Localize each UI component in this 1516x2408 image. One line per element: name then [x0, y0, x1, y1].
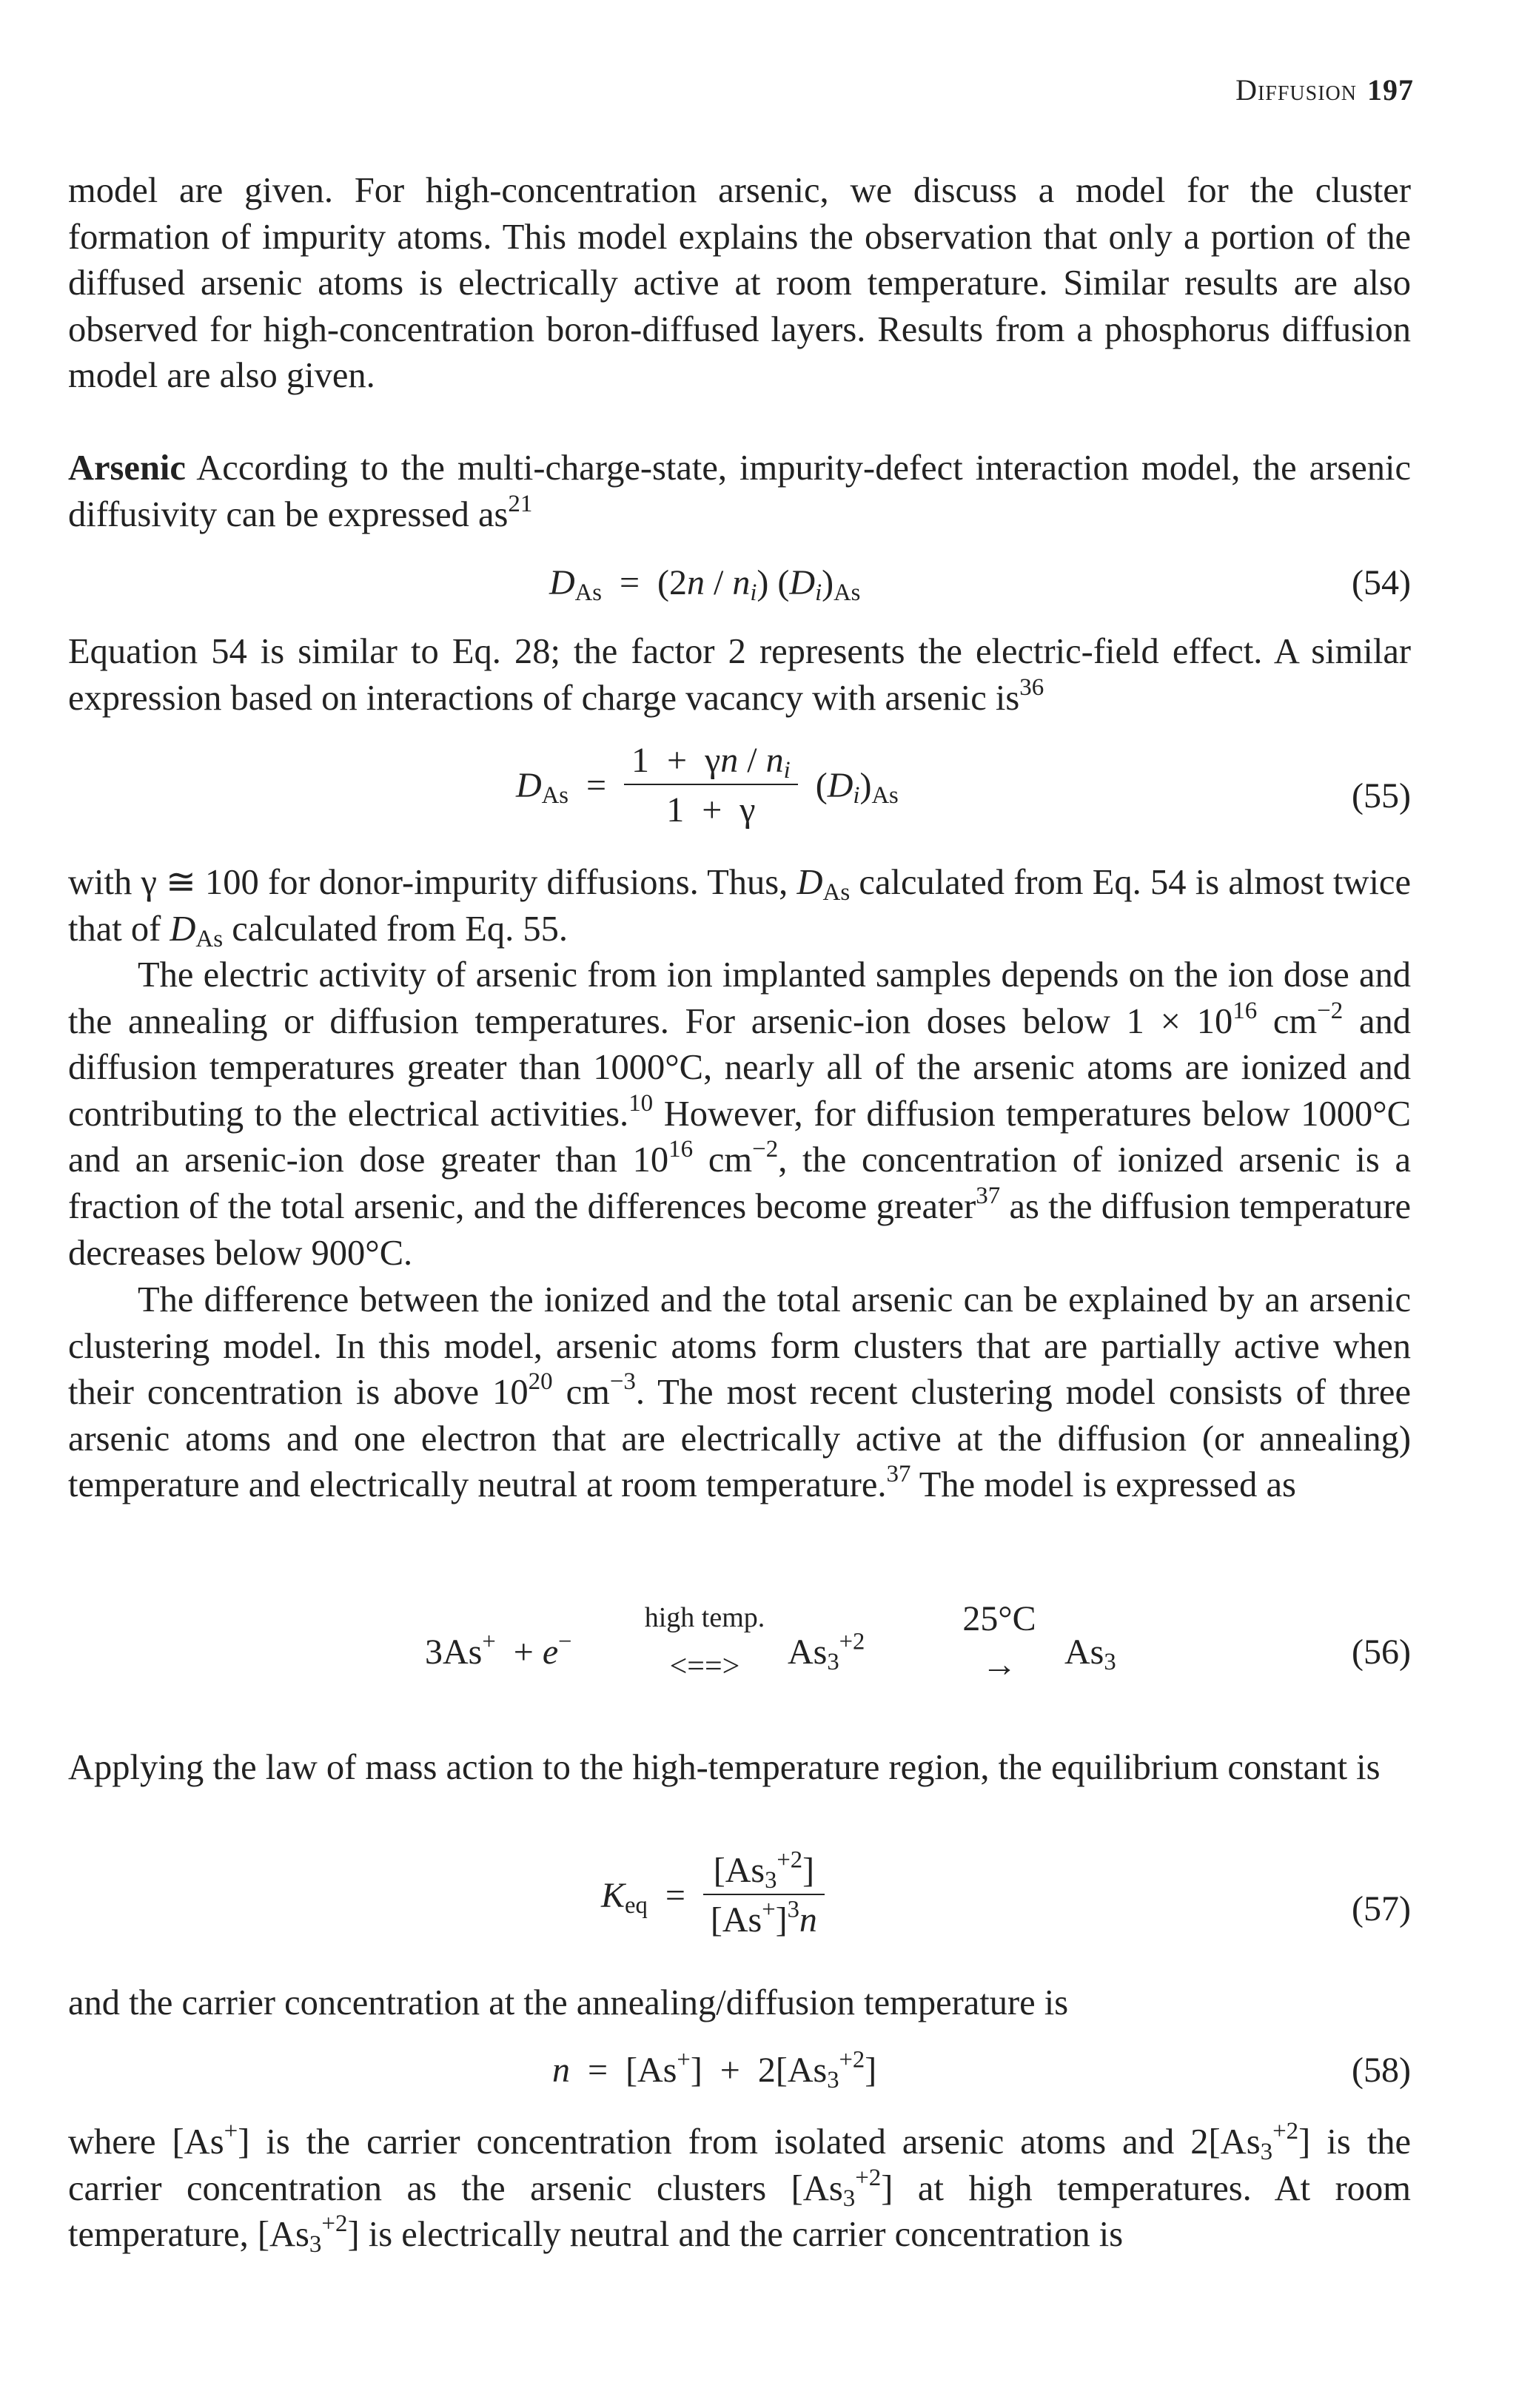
citation: 10 [628, 1090, 654, 1117]
page-number: 197 [1367, 73, 1414, 107]
reaction-arrow: → [982, 1645, 1017, 1684]
equation-number: (54) [1352, 563, 1411, 602]
reaction-label-room-temp: 25°C [962, 1599, 1036, 1638]
paragraph-carrier-conc: and the carrier concentration at the annealing/diffusion temperature is [68, 1983, 1069, 2022]
running-header [1235, 73, 1414, 107]
paragraph-clustering: The difference between the ionized and the total arsenic can be explained by an arsenic clustering model. In this model, arsenic atoms form clusters that are partially active when their concentration is above $10^{20}$ $cm^{-3}$. The most recent clustering model consists of three arsenic atoms and one electron that are electrically active at the diffusion (or annealing) temperature and electrically neutral at room temperature.$^{37}$ The model is expressed as [68, 1280, 1411, 1505]
paragraph-carrier-definition: where [As+] is the carrier concentration from isolated arsenic atoms and $2[As_3^{+2}]$ is the carrier concentration as the arsenic clusters $[As_3^{+2}]$ at high temperatures. At room temperature, $[As_3^{+2}]$ is electrically neutral and the carrier concentration is [68, 2118, 1412, 2259]
equation-number: (58) [1352, 2051, 1411, 2090]
equation-number: (57) [1352, 1889, 1411, 1928]
paragraph-intro: model are given. For high-concentration arsenic, we discuss a model for the cluster formation of impurity atoms. This model explains the observation that only a portion of the diffused arsenic atoms is electrically active at room temperature. Similar results are also observed for high-concentration boron-diffused layers. Results from a phosphorus diffusion model are also given. [68, 171, 1411, 396]
paragraph-mass-action: Applying the law of mass action to the high-temperature region, the equilibrium constant is [68, 1748, 1381, 1787]
section-title: Diffusion [1235, 73, 1357, 107]
fraction: $\frac{[As_3^{+2}]}{[As^+]^3n}$ [703, 1850, 825, 1940]
paragraph-gamma: with γ ≅ 100 for donor-impurity diffusions. Thus, $D_{As}$ calculated from Eq. 54 is almost twice that of $D_{As}$ calculated from Eq. 55. [68, 863, 1411, 952]
paragraph-electric-activity: The electric activity of arsenic from ion implanted samples depends on the ion dose and the annealing or diffusion temperatures. For arsenic-ion doses below $1 \times 10^{16}$ $cm^{-2}$ and diffusion temperatures greater than 1000°C, nearly all of the arsenic atoms are ionized and contributing to the electrical activities.$^{10}$ However, for diffusion temperatures below 1000°C and an arsenic-ion dose greater than $10^{16}$ $cm^{-2}$, the concentration of ionized arsenic is a fraction of the total arsenic, and the differences become greater$^{37}$ as the diffusion temperature decreases below 900°C. [68, 955, 1412, 1273]
equation-57: $K_{eq}$ = $\frac{[As_3^{+2}]}{[As^+]^3n}$ (57) [601, 1846, 1411, 1940]
equation-number: (56) [1352, 1632, 1411, 1672]
equation-55: $D_{As}$ = $\frac{1 + \gamma n / n_i}{1 + \gamma}$ $(D_i)_{As}$ (55) [516, 741, 1411, 830]
citation: 36 [1019, 673, 1044, 701]
equation-58: $n = [As^+] + 2[As_3^{+2}]$ (58) [552, 2046, 1411, 2094]
citation: 37 [976, 1183, 1001, 1210]
run-in-heading: Arsenic [68, 448, 186, 488]
citation: 37 [886, 1461, 911, 1488]
equilibrium-arrow: <==> [669, 1649, 740, 1684]
paragraph-arsenic: Arsenic According to the multi-charge-state, impurity-defect interaction model, the arsenic diffusivity can be expressed $as^{21}$ [68, 448, 1411, 534]
equation-54: $D_{As} = (2n / n_i)$ $(D_i)_{As}$ (54) [549, 563, 1411, 607]
equation-56: 3As+ + e− high temp. <==> $As_3^{+2}$ 25°C → $As_3$ (56) [425, 1599, 1411, 1684]
equation-number: (55) [1352, 776, 1411, 815]
reaction-label-high-temp: high temp. [644, 1602, 765, 1633]
citation: 21 [508, 490, 533, 517]
paragraph-eq54-note: Equation 54 is similar to Eq. 28; the factor 2 represents the electric-field effect. A similar expression based on interactions of charge vacancy with arsenic $is^{36}$ [68, 632, 1411, 718]
fraction: $\frac{1 + \gamma n / n_i}{1 + \gamma}$ [624, 740, 798, 830]
